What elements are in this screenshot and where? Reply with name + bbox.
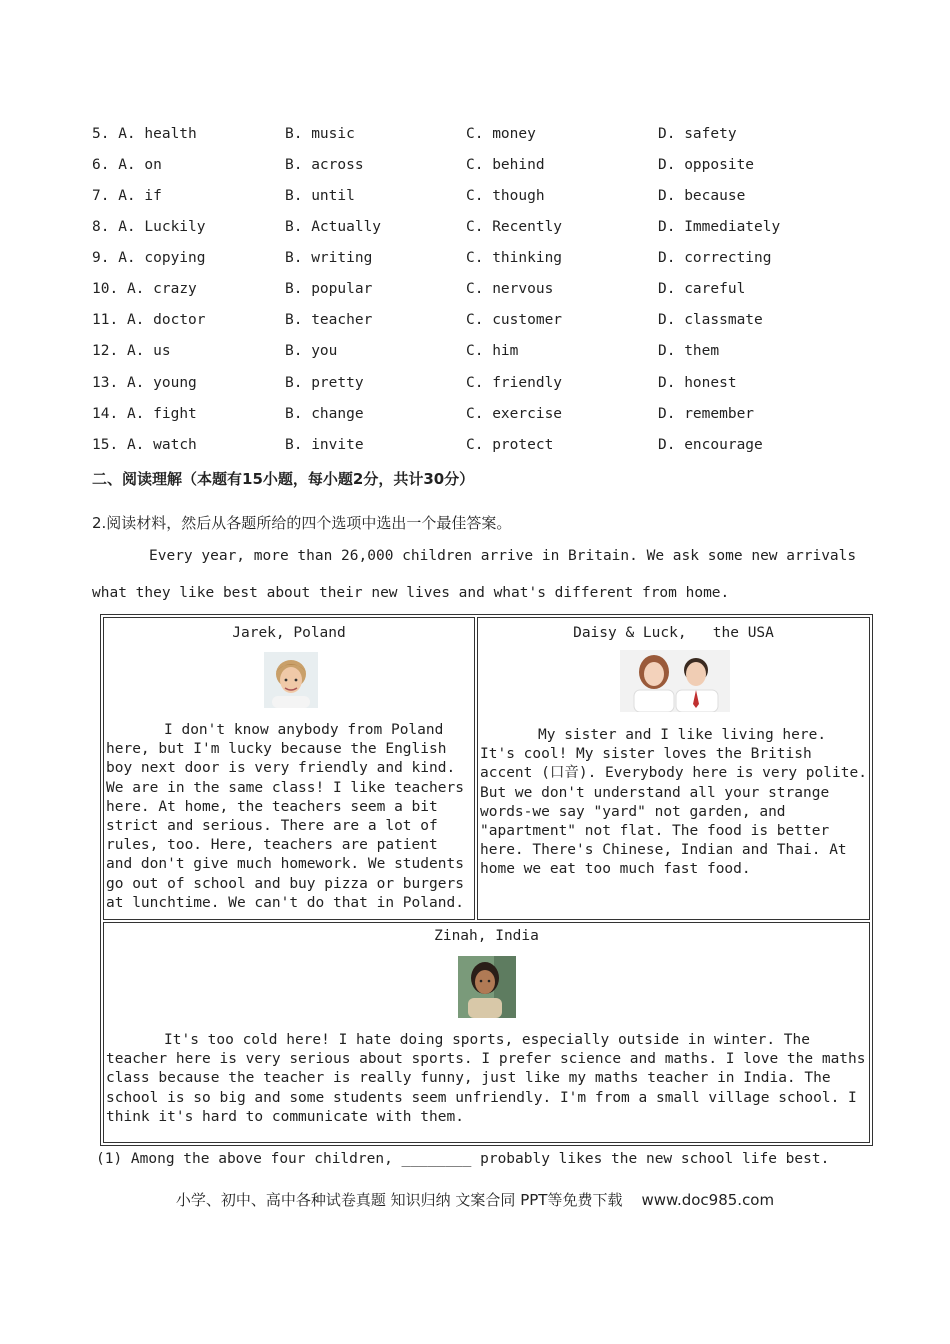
cell-name: Jarek, Poland: [232, 625, 346, 641]
cell-zinah: [103, 922, 870, 1143]
option-c: C. nervous: [466, 281, 554, 297]
option-d: D. opposite: [658, 157, 755, 173]
option-a: 9. A. copying: [92, 250, 206, 266]
footer-text: 小学、初中、高中各种试卷真题 知识归纳 文案合同 PPT等免费下载 www.doc985.com: [175, 1191, 775, 1209]
option-a: 5. A. health: [92, 126, 197, 142]
option-b: B. teacher: [285, 312, 373, 328]
profiles-table: [100, 614, 873, 1146]
option-c: C. behind: [466, 157, 545, 173]
option-b: B. writing: [285, 250, 373, 266]
option-b: B. Actually: [285, 219, 382, 235]
option-row: [0, 343, 950, 365]
option-row: [0, 312, 950, 334]
option-c: C. Recently: [466, 219, 563, 235]
cell-text: It's too cold here! I hate doing sports, especially outside in winter. The teacher here is very serious about sports. I prefer science and maths. I love the maths class because the teacher is really funny, just like my maths teacher in India. The school is so big and some students seem unfriendly. I'm from a small village school. I think it's hard to communicate with them.: [106, 1032, 866, 1125]
option-c: C. protect: [466, 437, 554, 453]
option-a: 8. A. Luckily: [92, 219, 206, 235]
option-b: B. pretty: [285, 375, 364, 391]
option-c: C. exercise: [466, 406, 563, 422]
option-d: D. honest: [658, 375, 737, 391]
reading-instruction: 2.阅读材料，然后从各题所给的四个选项中选出一个最佳答案。: [92, 514, 512, 532]
option-d: D. them: [658, 343, 720, 359]
option-a: 6. A. on: [92, 157, 162, 173]
section-title: 二、阅读理解（本题有15小题，每小题2分，共计30分）: [92, 470, 475, 488]
option-row: [0, 157, 950, 179]
option-c: C. thinking: [466, 250, 563, 266]
cell-text: I don't know anybody from Poland here, but I'm lucky because the English boy next door is very friendly and kind. We are in the same class! I like teachers here. At home, the teachers seem a bit strict and serious. There are a lot of rules, too. Here, teachers are patient and don't give much homework. We students go out of school and buy pizza or burgers at lunchtime. We can't do that in Poland.: [106, 722, 464, 911]
option-row: [0, 219, 950, 241]
option-d: D. correcting: [658, 250, 772, 266]
option-d: D. encourage: [658, 437, 763, 453]
option-a: 11. A. doctor: [92, 312, 206, 328]
option-a: 14. A. fight: [92, 406, 197, 422]
option-b: B. you: [285, 343, 338, 359]
option-b: B. popular: [285, 281, 373, 297]
option-d: D. safety: [658, 126, 737, 142]
option-c: C. money: [466, 126, 536, 142]
intro-line-1: Every year, more than 26,000 children arrive in Britain. We ask some new arrivals: [149, 548, 857, 564]
option-row: [0, 375, 950, 397]
option-a: 10. A. crazy: [92, 281, 197, 297]
option-d: D. classmate: [658, 312, 763, 328]
option-c: C. customer: [466, 312, 563, 328]
option-c: C. him: [466, 343, 519, 359]
option-d: D. careful: [658, 281, 746, 297]
option-a: 15. A. watch: [92, 437, 197, 453]
option-row: [0, 281, 950, 303]
option-row: [0, 188, 950, 210]
option-b: B. invite: [285, 437, 364, 453]
option-b: B. music: [285, 126, 355, 142]
option-d: D. remember: [658, 406, 755, 422]
cell-text: My sister and I like living here. It's cool! My sister loves the British accent (口音). Everybody here is very polite. But we don't understand all your strange words-we say "yard" not garden, and "apartment" not flat. The food is better here. There's Chinese, Indian and Thai. At home we eat too much fast food.: [480, 727, 867, 878]
option-a: 12. A. us: [92, 343, 171, 359]
cell-name: Daisy & Luck, the USA: [573, 625, 774, 641]
option-a: 13. A. young: [92, 375, 197, 391]
cell-daisy-luck: [477, 617, 870, 920]
intro-line-2: what they like best about their new lives and what's different from home.: [92, 585, 730, 601]
zinah-photo: [458, 956, 516, 1018]
option-row: [0, 437, 950, 459]
option-b: B. until: [285, 188, 355, 204]
option-d: D. Immediately: [658, 219, 781, 235]
option-row: [0, 250, 950, 272]
cell-jarek: [103, 617, 475, 920]
question-1: (1) Among the above four children, ________ probably likes the new school life best.: [96, 1151, 830, 1167]
option-a: 7. A. if: [92, 188, 162, 204]
option-d: D. because: [658, 188, 746, 204]
daisy-luck-photo: [620, 650, 730, 712]
cell-name: Zinah, India: [434, 928, 539, 944]
jarek-photo: [264, 652, 318, 708]
option-c: C. friendly: [466, 375, 563, 391]
option-b: B. change: [285, 406, 364, 422]
option-c: C. though: [466, 188, 545, 204]
option-row: [0, 126, 950, 148]
option-row: [0, 406, 950, 428]
option-b: B. across: [285, 157, 364, 173]
